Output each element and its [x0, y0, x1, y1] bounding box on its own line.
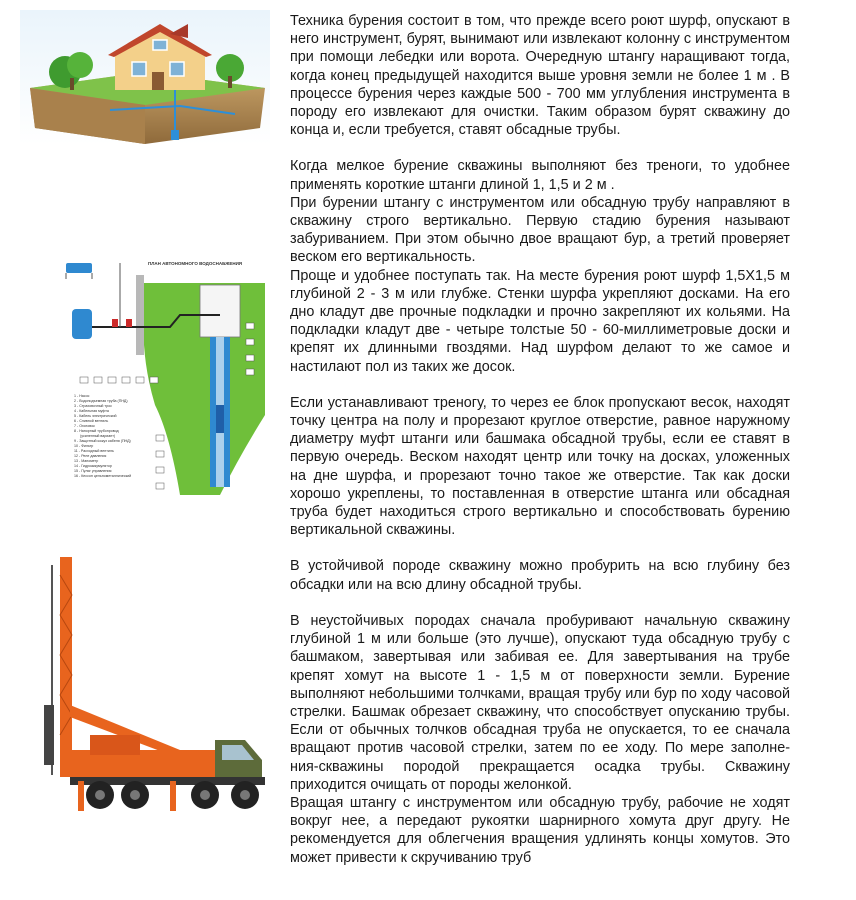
legend-item: 8 - Напорный трубопровод [74, 429, 119, 433]
paragraph: Когда мелкое бурение скважины выполняют без треноги, то удобнее применять короткие штанги длиной 1, 1,5 и 2 м . [290, 158, 790, 193]
legend-item: 7 - Оголовок [74, 424, 95, 428]
drilling-rig-truck-illustration [30, 555, 275, 825]
legend-item: 1 - Насос [74, 394, 90, 398]
water-supply-scheme [60, 255, 270, 495]
legend-item: 12 - Реле давления [74, 454, 107, 458]
paragraph: Если устанавливают треногу, то через ее блок пропускают весок, находят точку центра на полу и прорезают круглое отверстие, равное наружному диаметру муфт штанги или башмака обсадной трубы, если ее ставят в первую очередь. Веском находят центр или точку на досках, уложенных на дне шурфа, и прорезают точно такое же отверстие. Так как доски хорошо укреплены, то поставленная в отверстие штанга или обсадная труба будет находиться строго вертикально и способствовать бурению вертикальной скважины. [290, 394, 790, 539]
paragraph: Техника бурения состоит в том, что прежде всего роют шурф, опускают в него инструмент, бурят, вынимают или извлекают колонну с инструментом при помощи лебедки или ворота. Очередную штангу наращивают тогда, когда конец предыдущей находится выше уровня земли не более 1 м . В процессе бурения через каждые 500 - 700 мм углубления инструмента в породу его извлекают для очистки. Таким образом бурят скважину до конца и, если требуется, ставят обсадные трубы. [290, 13, 790, 139]
legend-item: 14 - Гидроаккумулятор [74, 464, 112, 468]
legend-item: 3 - Страховочный трос [74, 404, 112, 408]
legend-item: 13 - Манометр [74, 459, 99, 463]
legend-item: 11 - Расходный вентиль [74, 449, 114, 453]
article-text [290, 12, 790, 867]
scheme-title: ПЛАН АВТОНОМНОГО ВОДОСНАБЖЕНИЯ [148, 261, 243, 266]
legend-item: (усиленный вариант) [80, 434, 116, 438]
paragraph: В устойчивой породе скважину можно пробурить на всю глубину без обсадки или на всю длину обсадной трубы. [290, 558, 790, 593]
paragraph: Проще и удобнее поступать так. На месте бурения роют шурф 1,5Х1,5 м глубиной 2 - 3 м или глубже. Стенки шурфа укрепляют досками. На его дно кладут две прочные подкладки и прочно закрепляют их кольями. На подкладки кладут две - четыре толстые 50 - 60-миллиметровые доски и крепят их длинными гвоздями. Над шурфом делают то же самое и настилают пол из таких же досок. [290, 267, 790, 375]
paragraph: При бурении штангу с инструментом или обсадную трубу направляют в скважину строго вертикально. Первую стадию бурения называют забуриванием. При этом обычно двое вращают бур, а третий проверяет веском его вертикальность. [290, 194, 790, 266]
legend-item: 5 - Кабель электрический [74, 414, 117, 418]
legend-item: 9 - Защитный кожух кабеля (ПНД) [74, 439, 131, 443]
legend-item: 6 - Сливной вентиль [74, 419, 109, 423]
legend-item: 10 - Фильтр [74, 444, 94, 448]
paragraph: В неустойчивых породах сначала пробуривают начальную скважину глубиной 1 м или больше (это лучше), опускают туда обсадную трубу с башмаком, завертывая или забивая ее. Для завертывания на трубе крепят хомут на высоте 1 - 1,5 м от поверхности земли. Бурение выполняют небольшими толчками, вращая трубу или бур по ходу часовой стрелки. Башмак обрезает скважину, что способствует опусканию трубы. Если от обычных толчков обсадная труба не опускается, то ее сначала вращают против часовой стрелки, затем по ее ходу. По мере заполне-ния-скважины породой прекращается осадка трубы. Скважину приходится очищать от породы желонкой. [290, 612, 790, 793]
legend-item: 16 - Кессон цельнометаллический [74, 474, 132, 478]
paragraph: Вращая штангу с инструментом или обсадную трубу, рабочие не ходят вокруг нее, а передают рукоятки шарнирного хомута друг другу. Не рекомендуется для облегчения вращения удлинять концы хомутов. Это может привести к скручиванию труб [290, 794, 790, 866]
house-illustration [20, 10, 270, 145]
legend-item: 2 - Водоподъемная труба (ПНД) [74, 399, 128, 403]
legend-item: 15 - Пульт управления [74, 469, 112, 473]
legend-item: 4 - Кабельная муфта [74, 409, 109, 413]
